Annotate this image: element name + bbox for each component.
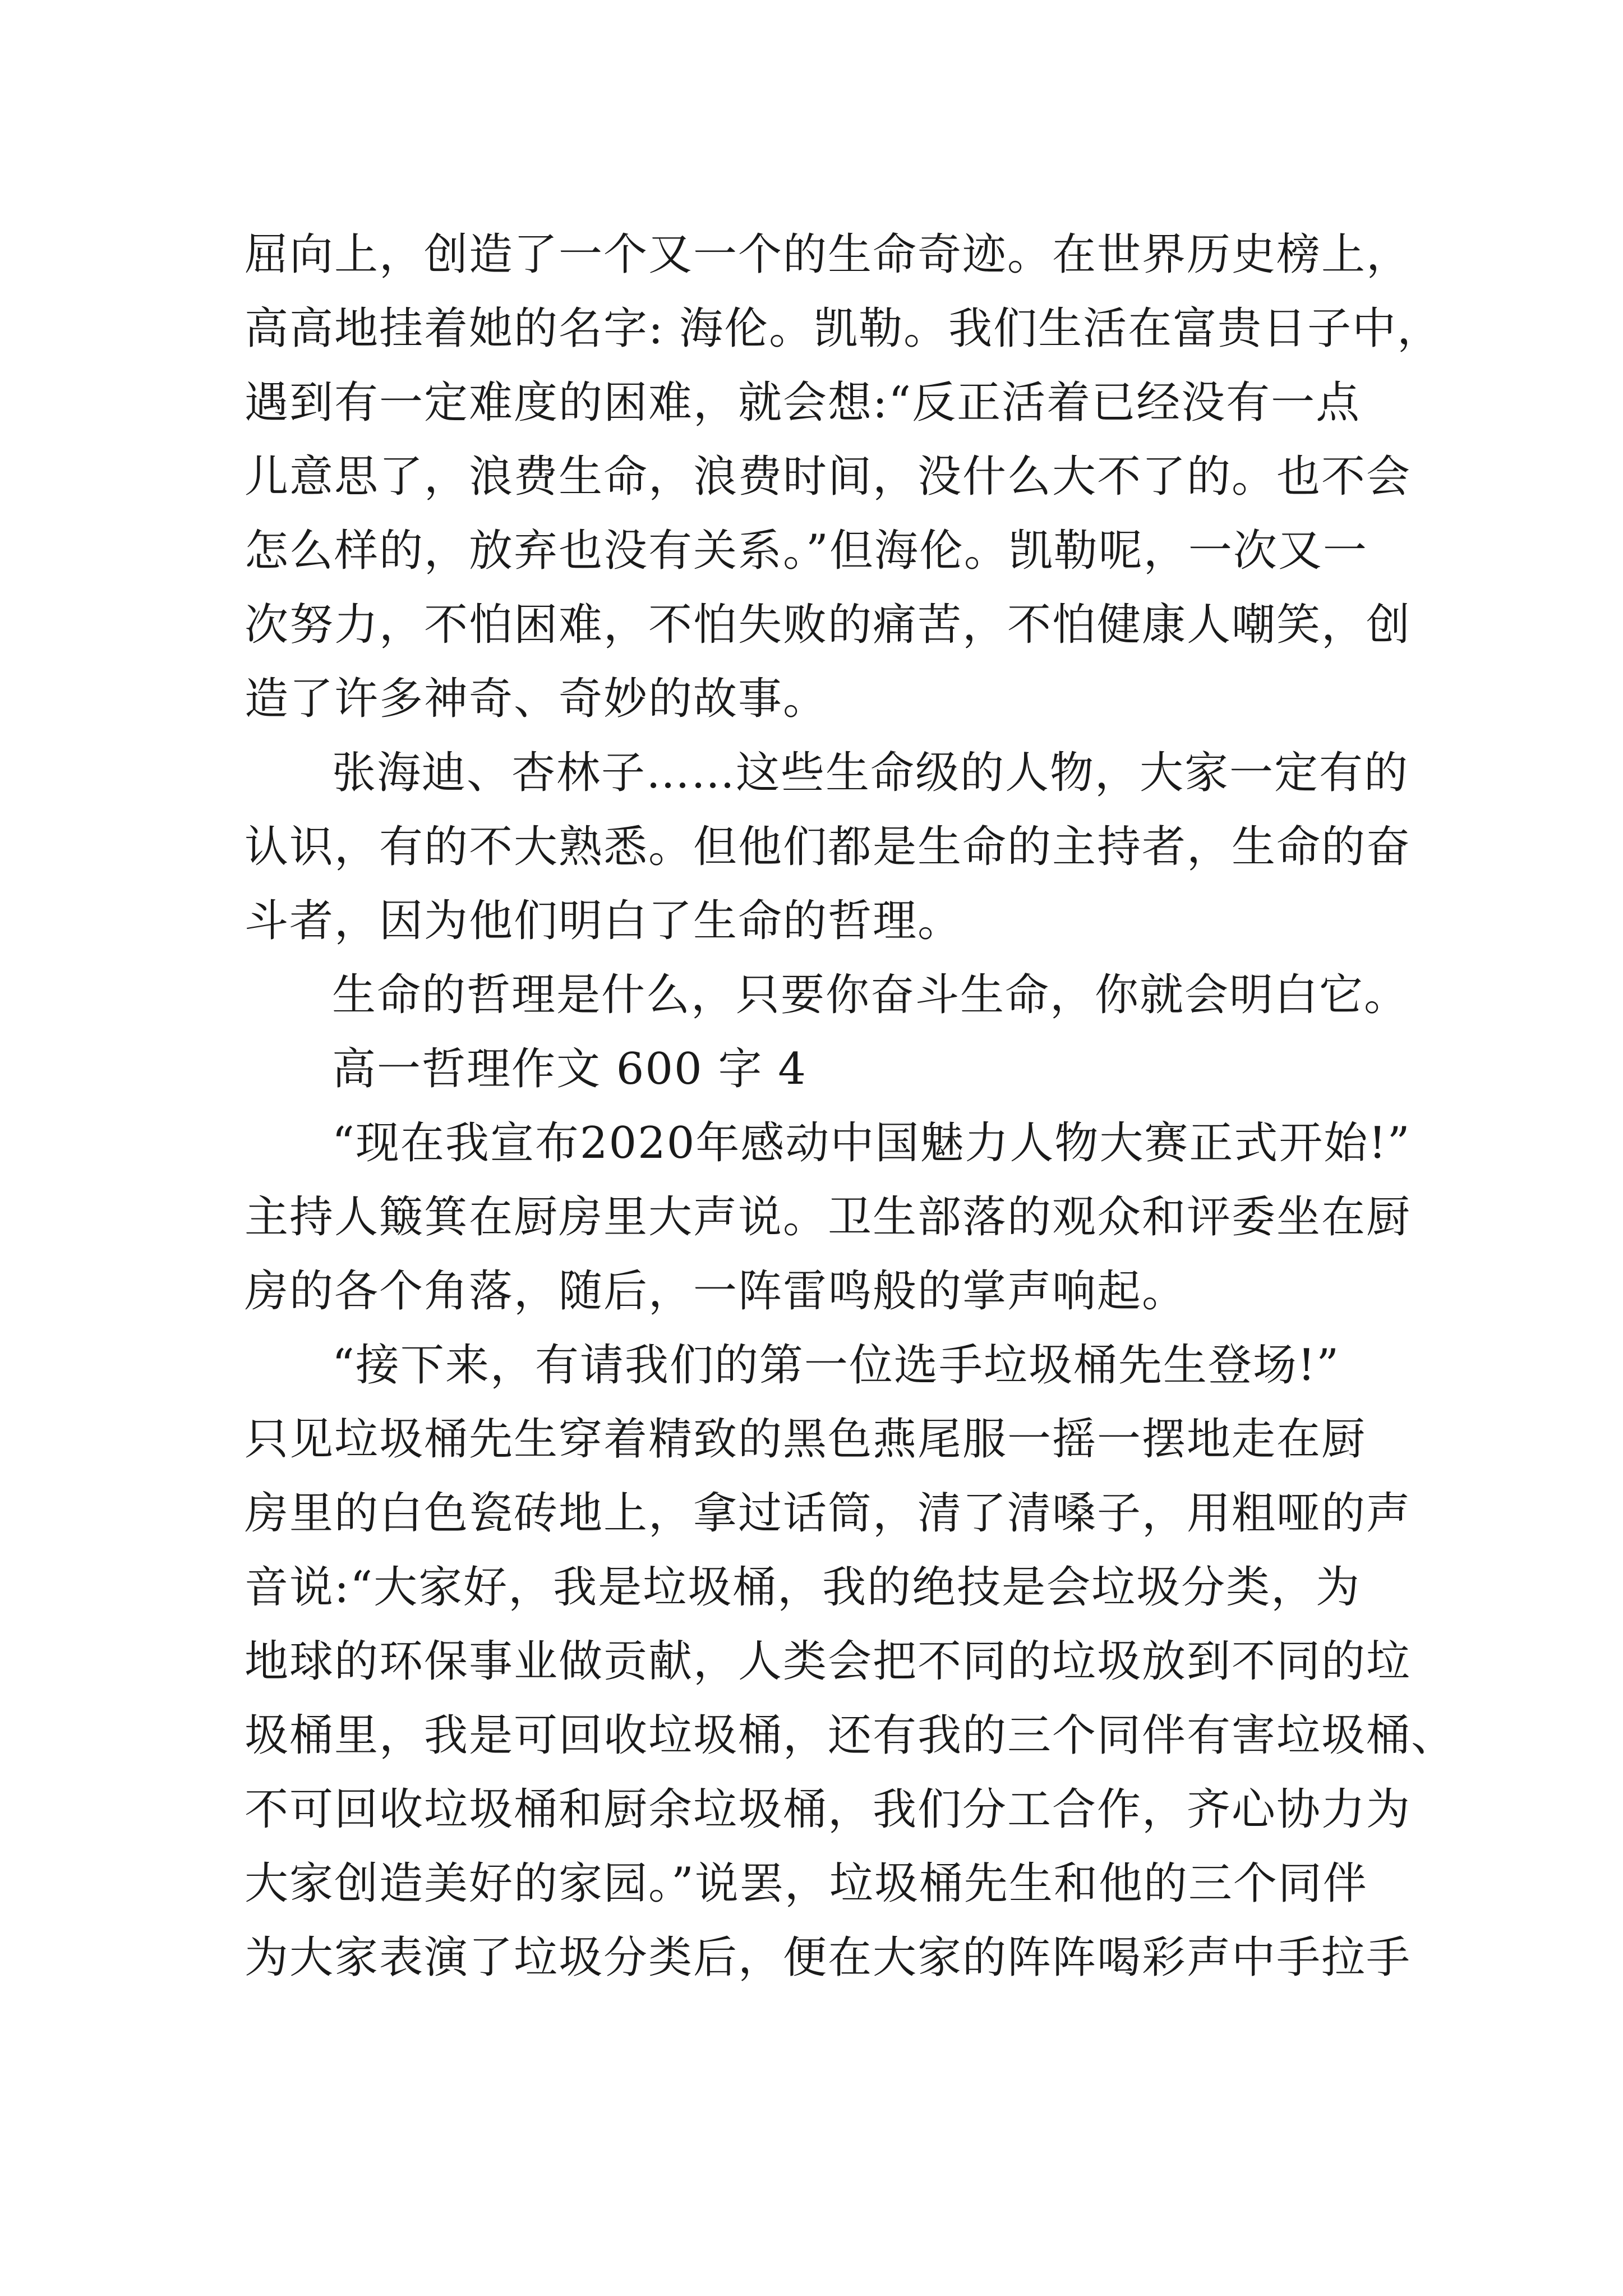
paragraph-start-line: “现在我宣布2020年感动中国魅力人物大赛正式开始!” [332, 1118, 1411, 1168]
text-line: 不可回收垃圾桶和厨余垃圾桶，我们分工合作，齐心协力为 [245, 1784, 1412, 1835]
text-line: 怎么样的，放弃也没有关系。”但海伦。凯勒呢，一次又一 [245, 526, 1368, 576]
paragraph-start-line: 生命的哲理是什么，只要你奋斗生命，你就会明白它。 [332, 970, 1409, 1020]
section-heading: 高一哲理作文 600 字 4 [332, 1044, 807, 1094]
text-line: 圾桶里，我是可回收垃圾桶，还有我的三个同伴有害垃圾桶、 [245, 1710, 1456, 1761]
essay-body [245, 218, 1456, 1995]
text-line: 造了许多神奇、奇妙的故事。 [245, 674, 828, 724]
text-line: 次努力，不怕困难，不怕失败的痛苦，不怕健康人嘲笑，创 [245, 600, 1412, 650]
text-line: 大家创造美好的家园。”说罢，垃圾桶先生和他的三个同伴 [245, 1858, 1368, 1909]
text-line: 屈向上，创造了一个又一个的生命奇迹。在世界历史榜上， [245, 229, 1412, 280]
paragraph-start-line: “接下来，有请我们的第一位选手垃圾桶先生登场!” [332, 1340, 1340, 1391]
text-line: 只见垃圾桶先生穿着精致的黑色燕尾服一摇一摆地走在厨 [245, 1414, 1367, 1465]
text-line: 房里的白色瓷砖地上，拿过话筒，清了清嗓子，用粗哑的声 [245, 1488, 1412, 1539]
text-line: 音说:“大家好，我是垃圾桶，我的绝技是会垃圾分类，为 [245, 1562, 1361, 1613]
text-line: 儿意思了，浪费生命，浪费时间，没什么大不了的。也不会 [245, 452, 1412, 502]
text-line: 为大家表演了垃圾分类后，便在大家的阵阵喝彩声中手拉手 [245, 1932, 1412, 1983]
text-line: 遇到有一定难度的困难，就会想:“反正活着已经没有一点 [245, 378, 1361, 428]
text-line: 主持人簸箕在厨房里大声说。卫生部落的观众和评委坐在厨 [245, 1192, 1412, 1243]
text-line: 地球的环保事业做贡献，人类会把不同的垃圾放到不同的垃 [245, 1636, 1412, 1687]
text-line: 高高地挂着她的名字: 海伦。凯勒。我们生活在富贵日子中， [245, 303, 1442, 354]
text-line: 斗者，因为他们明白了生命的哲理。 [245, 896, 963, 946]
text-line: 认识，有的不大熟悉。但他们都是生命的主持者，生命的奋 [245, 822, 1412, 872]
paragraph-start-line: 张海迪、杏林子……这些生命级的人物，大家一定有的 [332, 748, 1409, 798]
text-line: 房的各个角落，随后，一阵雷鸣般的掌声响起。 [245, 1266, 1187, 1317]
